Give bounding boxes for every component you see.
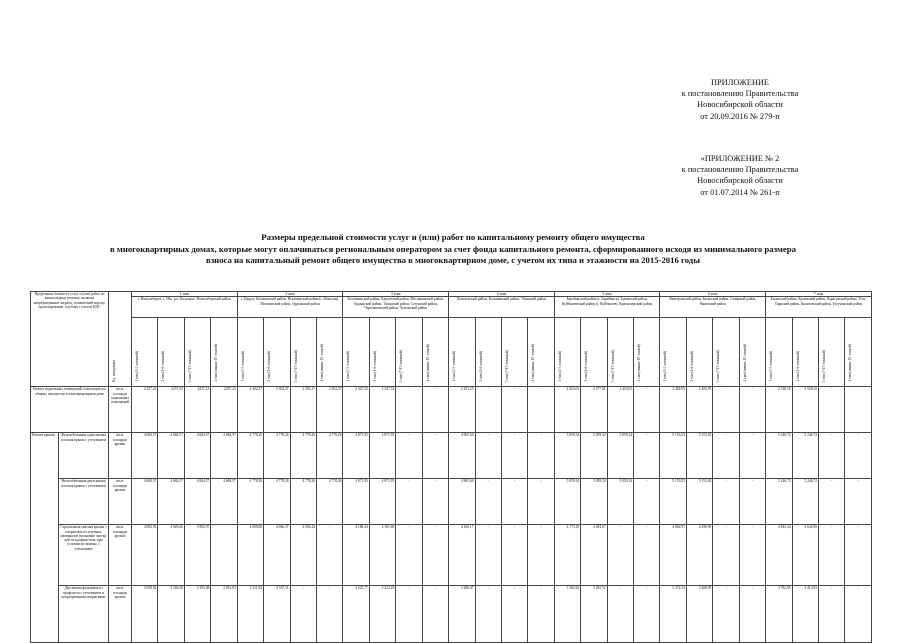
cost-cell: - xyxy=(713,433,739,479)
cost-cell: 3 362,62 xyxy=(554,586,580,643)
document-title xyxy=(28,232,878,267)
title-line: в многоквартирных домах, которые могут оплачиваться региональным оператором за счет фонда капитального ремонта, сформированного исходя из минимального размера xyxy=(110,243,796,254)
cost-cell: 2257,23 xyxy=(158,387,184,433)
building-type-header: 2 тип (4-6 этажный) xyxy=(475,318,501,387)
building-type-header: 1 тип (2-3 этажный) xyxy=(449,318,475,387)
cost-cell: 4 965,64 xyxy=(449,479,475,525)
table-row xyxy=(31,479,872,525)
cost-cell: 2 302,37 xyxy=(316,387,342,433)
cost-cell: 2 528,10 xyxy=(792,387,818,433)
cost-cell: - xyxy=(634,387,660,433)
cost-cell: 2 477,81 xyxy=(581,387,607,433)
header-corner: Предельная стоимость услуг и (или) работ по капитальному ремонту, включая непредвиденные затраты, технический надзор, проектирование, в рублях с учетом НДС xyxy=(31,292,109,387)
cost-cell: 5 153,03 xyxy=(686,433,712,479)
zone-header: 4 зона xyxy=(449,292,555,297)
cost-cell: - xyxy=(528,433,554,479)
unit-cell: кв.м. площади подвальных помещений xyxy=(109,387,132,433)
cost-cell: - xyxy=(528,586,554,643)
cost-cell: - xyxy=(818,433,844,479)
work-name: Железобетонная двухскатная плоская крыша с утеплением xyxy=(59,479,109,525)
building-type-header: 4 тип (свыше 15 этажей) xyxy=(739,318,765,387)
cost-cell: 3 028,82 xyxy=(132,586,158,643)
cost-cell: 3 222,18 xyxy=(369,586,395,643)
cost-cell: 4 778,26 xyxy=(237,479,263,525)
cost-cell: 4 684,57 xyxy=(211,479,237,525)
cost-cell: - xyxy=(845,479,872,525)
appendix-line: Новосибирской области xyxy=(697,100,783,110)
cost-cell: - xyxy=(634,525,660,586)
appendix-block-current xyxy=(665,77,815,122)
cost-cell: - xyxy=(634,479,660,525)
zone-areas: Болотнинский район, Каргатский район, Маслянинский район, Ордынский район, Татарский район, Сузунский район, Черепановский район, Чулымский район xyxy=(343,297,449,318)
cost-cell: 2 302,37 xyxy=(237,387,263,433)
cost-cell: 2 302,37 xyxy=(264,387,290,433)
building-type-header: 2 тип (4-6 этажный) xyxy=(581,318,607,387)
work-group: Ремонт крыши xyxy=(31,433,59,643)
cost-cell: 4 684,57 xyxy=(184,433,210,479)
cost-cell: 4 181,68 xyxy=(369,525,395,586)
cost-cell: - xyxy=(739,586,765,643)
title-line: взноса на капитальный ремонт общего имущества в многоквартирном доме, с учетом их типа и этажности на 2015-2016 годы xyxy=(206,255,700,265)
cost-cell: - xyxy=(475,586,501,643)
work-name: Стропильная скатная крыша с покрытием из штучных материалов (волновые листы) или из профнастила, при условии их замены, с утеплением xyxy=(59,525,109,586)
cost-cell: - xyxy=(501,479,527,525)
building-type-header: 2 тип (4-6 этажный) xyxy=(369,318,395,387)
cost-cell: 4 684,57 xyxy=(132,433,158,479)
zone-areas: г. Бердск, Коченевский район, Искитимский район (г. Искитим), Мошковский район, Ордынский район xyxy=(237,297,343,318)
zone-header: 2 зона xyxy=(237,292,343,297)
cost-cell: - xyxy=(396,479,422,525)
cost-cell: 2 482,95 xyxy=(660,387,686,433)
cost-cell: 5 246,72 xyxy=(766,433,792,479)
cost-cell: 5 246,72 xyxy=(792,479,818,525)
table-row xyxy=(31,525,872,586)
cost-cell: - xyxy=(845,586,872,643)
cost-cell: 4 778,26 xyxy=(290,479,316,525)
cost-cell: - xyxy=(739,525,765,586)
building-type-header: 4 тип (свыше 15 этажей) xyxy=(211,318,237,387)
cost-cell: - xyxy=(713,387,739,433)
cost-cell: 4 871,95 xyxy=(369,479,395,525)
cost-cell: 2257,23 xyxy=(184,387,210,433)
zone-header: 7 зона xyxy=(766,292,872,297)
cost-cell: 4 298,90 xyxy=(686,525,712,586)
unit-cell: кв.м. площади крыши xyxy=(109,433,132,479)
building-type-header: 4 тип (свыше 15 этажей) xyxy=(634,318,660,387)
unit-cell: кв.м. площади крыши xyxy=(109,479,132,525)
appendix-date: от 20.09.2016 № 279-п xyxy=(700,111,780,121)
cost-cell: - xyxy=(818,586,844,643)
cost-cell: - xyxy=(475,433,501,479)
cost-cell: 4 684,57 xyxy=(158,479,184,525)
cost-cell: 4 778,26 xyxy=(264,479,290,525)
cost-cell: - xyxy=(475,525,501,586)
cost-cell: 2 347,52 xyxy=(343,387,369,433)
cost-cell: - xyxy=(396,586,422,643)
cost-cell: 4 684,57 xyxy=(211,433,237,479)
cost-cell: 3 103,38 xyxy=(184,586,210,643)
building-type-header: 3 тип (7-15 этажный) xyxy=(607,318,633,387)
cost-cell: - xyxy=(501,433,527,479)
building-type-header: 3 тип (7-15 этажный) xyxy=(713,318,739,387)
building-type-header: 3 тип (7-15 этажный) xyxy=(396,318,422,387)
building-type-header: 1 тип (2-3 этажный) xyxy=(554,318,580,387)
cost-cell: 5 153,03 xyxy=(686,479,712,525)
cost-cell: 4 160,17 xyxy=(449,525,475,586)
building-type-header: 4 тип (свыше 15 этажей) xyxy=(422,318,448,387)
building-type-header: 1 тип (2-3 этажный) xyxy=(766,318,792,387)
appendix-line: Новосибирской области xyxy=(697,176,783,186)
cost-cell: 2 453,01 xyxy=(607,387,633,433)
zone-areas: Венгеровский район, Баганский район, Северный район, Чановский район xyxy=(660,297,766,318)
zone-header: 5 зона xyxy=(554,292,660,297)
zone-header: 3 зона xyxy=(343,292,449,297)
cost-cell: 3 211,82 xyxy=(237,586,263,643)
building-type-header: 4 тип (свыше 15 этажей) xyxy=(316,318,342,387)
cost-cell: 4 056,44 xyxy=(290,525,316,586)
cost-cell: 4 188,44 xyxy=(343,525,369,586)
cost-cell: - xyxy=(713,479,739,525)
cost-cell: 2 453,01 xyxy=(554,387,580,433)
cost-cell: - xyxy=(290,586,316,643)
cost-cell: 5 059,34 xyxy=(581,433,607,479)
work-name: Ремонт подвальных помещений, относящихся к общему имуществу в многоквартирном доме xyxy=(31,387,109,433)
cost-cell: 5 059,34 xyxy=(607,479,633,525)
appendix-heading: «ПРИЛОЖЕНИЕ № 2 xyxy=(700,154,780,163)
cost-cell: - xyxy=(316,586,342,643)
cost-cell: 3 813,03 xyxy=(211,586,237,643)
building-type-header: 1 тип (2-3 этажный) xyxy=(237,318,263,387)
cost-cell: 3 408,05 xyxy=(686,586,712,643)
cost-cell: 3 285,52 xyxy=(581,586,607,643)
cost-cell: - xyxy=(316,525,342,586)
cost-cell: 3 166,58 xyxy=(158,586,184,643)
cost-cell: 3 929,26 xyxy=(158,525,184,586)
cost-cell: - xyxy=(528,479,554,525)
cost-cell: 2257,23 xyxy=(211,387,237,433)
cost-cell: 3 372,34 xyxy=(660,586,686,643)
cost-cell: - xyxy=(713,525,739,586)
building-type-header: 3 тип (7-15 этажный) xyxy=(818,318,844,387)
building-type-header: 2 тип (4-6 этажный) xyxy=(264,318,290,387)
building-type-header: 3 тип (7-15 этажный) xyxy=(501,318,527,387)
cost-cell: 4 778,26 xyxy=(316,433,342,479)
appendix-date: от 01.07.2014 № 261-п xyxy=(700,187,780,197)
building-type-header: 2 тип (4-6 этажный) xyxy=(792,318,818,387)
building-type-header: 4 тип (свыше 15 этажей) xyxy=(528,318,554,387)
appendix-line: к постановлению Правительства xyxy=(681,89,799,99)
zone-header: 6 зона xyxy=(660,292,766,297)
appendix-block-original xyxy=(665,153,815,198)
cost-cell: - xyxy=(422,479,448,525)
cost-cell xyxy=(845,387,872,433)
cost-cell: 2 451,25 xyxy=(449,387,475,433)
cost-cell: - xyxy=(528,525,554,586)
building-type-header: 2 тип (4-6 этажный) xyxy=(158,318,184,387)
cost-cell: - xyxy=(422,433,448,479)
cost-cell: - xyxy=(422,525,448,586)
appendix-line: к постановлению Правительства xyxy=(681,165,799,175)
work-name: Железобетонная односкатная плоская крыша с утеплением xyxy=(59,433,109,479)
cost-cell: 4 684,57 xyxy=(132,479,158,525)
cost-cell: 4 778,26 xyxy=(264,433,290,479)
cost-cell: - xyxy=(475,387,501,433)
cost-cell: 3 557,11 xyxy=(264,586,290,643)
cost-cell: 5 246,72 xyxy=(766,479,792,525)
appendix-heading: ПРИЛОЖЕНИЕ xyxy=(710,78,770,87)
cost-cell: 4 099,06 xyxy=(237,525,263,586)
cost-cell: - xyxy=(845,525,872,586)
zone-areas: г. Новосибирск, г. Обь, р.п. Кольцово, Новосибирский район xyxy=(132,297,238,318)
cost-cell: 5 059,34 xyxy=(554,479,580,525)
cost-cell: - xyxy=(501,586,527,643)
zone-areas: Барабинский район (г. Барабинск), Здвинский район, Куйбышевский район (г. Куйбышев), Краснозерский район xyxy=(554,297,660,318)
cost-cell: 4 778,26 xyxy=(237,433,263,479)
building-type-header: 1 тип (2-3 этажный) xyxy=(132,318,158,387)
zone-areas: Баганский район, Купинский район, Карасукский район, Усть-Таркский район, Кыштовский район, Тогучинский район xyxy=(766,297,872,318)
cost-cell: 5 153,03 xyxy=(660,479,686,525)
cost-cell: 4 871,95 xyxy=(369,433,395,479)
cost-cell: - xyxy=(634,586,660,643)
building-type-header: 3 тип (7-15 этажный) xyxy=(184,318,210,387)
zone-areas: Доволенский район, Колыванский район, Убинский район xyxy=(449,297,555,318)
cost-cell: 4 778,26 xyxy=(290,433,316,479)
cost-cell: - xyxy=(396,525,422,586)
cost-cell: - xyxy=(607,586,633,643)
cost-cell: - xyxy=(818,525,844,586)
table-row xyxy=(31,433,872,479)
cost-cell: - xyxy=(501,387,527,433)
unit-header: Ед. измерения xyxy=(109,292,132,387)
cost-cell: - xyxy=(422,387,448,433)
cost-cell: - xyxy=(396,387,422,433)
unit-cell: кв.м. площади кровли xyxy=(109,525,132,586)
cost-cell: 2 347,52 xyxy=(369,387,395,433)
cost-cell: - xyxy=(739,433,765,479)
cost-cell: 4 842,34 xyxy=(766,525,792,586)
cost-cell: - xyxy=(607,525,633,586)
cost-cell: - xyxy=(713,586,739,643)
cost-cell: 4 173,16 xyxy=(554,525,580,586)
cost-cell: 4 642,96 xyxy=(792,525,818,586)
cost-cell: - xyxy=(396,433,422,479)
cost-cell: 4 682,91 xyxy=(660,525,686,586)
cost-table xyxy=(30,291,872,643)
cost-cell: 3 413,93 xyxy=(792,586,818,643)
cost-cell: 4 046,37 xyxy=(264,525,290,586)
building-type-header: 3 тип (7-15 этажный) xyxy=(290,318,316,387)
cost-cell: 3 902,97 xyxy=(184,525,210,586)
cost-cell: 3 288,47 xyxy=(449,586,475,643)
cost-cell: 5 059,34 xyxy=(554,433,580,479)
building-type-header: 2 тип (4-6 этажный) xyxy=(686,318,712,387)
cost-cell: 4 284,67 xyxy=(581,525,607,586)
cost-cell: - xyxy=(739,387,765,433)
cost-cell: 5 059,34 xyxy=(581,479,607,525)
cost-cell: - xyxy=(845,433,872,479)
cost-cell: 4 871,95 xyxy=(343,433,369,479)
cost-cell: 4 082,92 xyxy=(132,525,158,586)
cost-cell: 4 778,26 xyxy=(316,479,342,525)
building-type-header: 1 тип (2-3 этажный) xyxy=(343,318,369,387)
cost-cell: - xyxy=(475,479,501,525)
cost-cell: 5 246,72 xyxy=(792,433,818,479)
cost-cell: 2 482,95 xyxy=(686,387,712,433)
cost-cell: - xyxy=(211,525,237,586)
cost-cell: 5 059,34 xyxy=(607,433,633,479)
cost-cell: 3 782,05 xyxy=(766,586,792,643)
cost-cell: 3 223,77 xyxy=(343,586,369,643)
cost-cell: 2 528,10 xyxy=(766,387,792,433)
cost-cell: - xyxy=(422,586,448,643)
cost-cell: - xyxy=(528,387,554,433)
cost-cell: 4 871,95 xyxy=(343,479,369,525)
cost-cell: 5 153,03 xyxy=(660,433,686,479)
table-row xyxy=(31,387,872,433)
cost-cell: 2 257,23 xyxy=(132,387,158,433)
cost-cell: 4 684,57 xyxy=(184,479,210,525)
cost-cell: 4 684,57 xyxy=(158,433,184,479)
cost-cell: 2 302,37 xyxy=(290,387,316,433)
building-type-header: 1 тип (2-3 этажный) xyxy=(660,318,686,387)
cost-cell: - xyxy=(634,433,660,479)
cost-cell: - xyxy=(818,479,844,525)
cost-cell: 4 965,64 xyxy=(449,433,475,479)
unit-cell: кв.м. площади кровли xyxy=(109,586,132,643)
cost-cell: - xyxy=(818,387,844,433)
cost-cell: - xyxy=(501,525,527,586)
zone-header: 1 зона xyxy=(132,292,238,297)
cost-cell: - xyxy=(739,479,765,525)
table-row xyxy=(31,586,872,643)
work-name: Двускатная фальцевая из профлиста с утеплением и непрозрачными покрытиями xyxy=(59,586,109,643)
title-line: Размеры предельной стоимости услуг и (или) работ по капитальному ремонту общего имущества xyxy=(261,232,645,242)
building-type-header: 4 тип (свыше 15 этажей) xyxy=(845,318,872,387)
